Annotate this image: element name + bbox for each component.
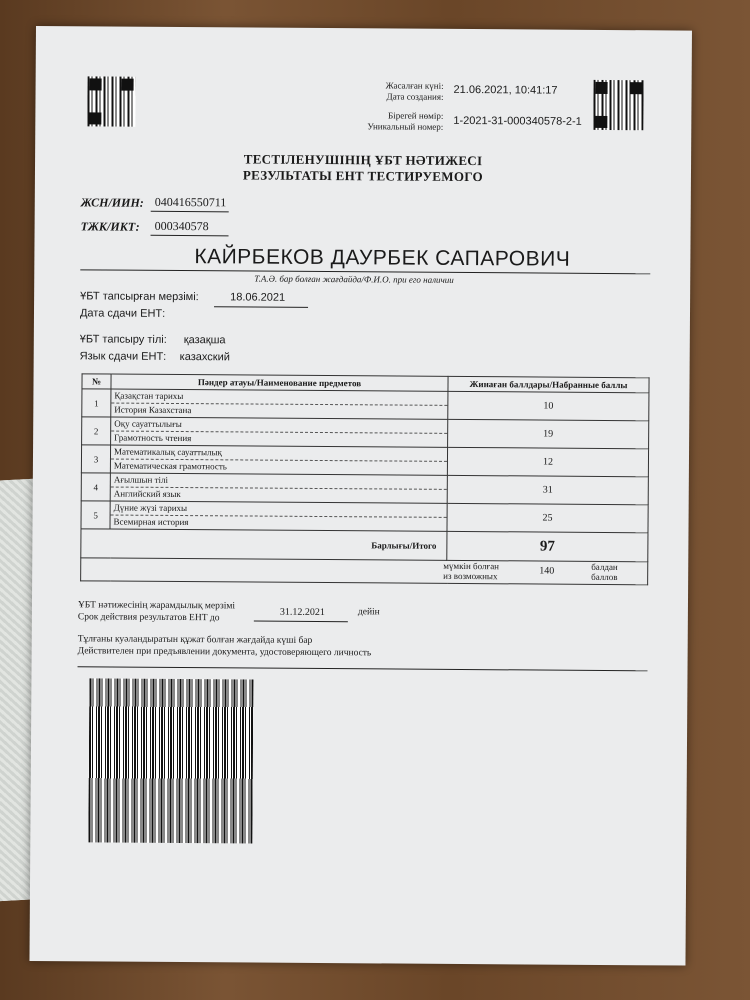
unique-number-value: 1-2021-31-000340578-2-1 [453,114,582,128]
subject-kz: Оқу сауаттылығы [111,418,447,434]
subject-ru: Всемирная история [113,516,189,528]
total-label: Барлығы/Итого [81,529,447,561]
col-header-score: Жинаған баллдары/Набранные баллы [448,376,649,392]
row-num: 1 [82,389,111,417]
validity-suffix: дейін [357,607,380,618]
subject-score: 10 [448,391,649,420]
row-num: 2 [82,417,111,445]
row-num: 4 [81,473,110,501]
iin-underline [151,211,229,213]
ent-certificate-document [29,26,692,966]
exam-lang-value-ru: казахский [179,351,230,364]
created-label-ru: Дата создания: [386,91,444,102]
subject-kz: Қазақстан тарихы [111,390,447,406]
possible-row [81,558,648,585]
unique-label-kz: Бірегей нөмір: [388,110,444,121]
col-header-subject: Пәндер атауы/Наименование предметов [111,374,448,391]
table-row [81,445,648,477]
subject-ru: Грамотность чтения [114,432,192,444]
exam-date-value: 18.06.2021 [230,291,286,304]
created-value: 21.06.2021, 10:41:17 [453,83,558,97]
subject-score: 12 [447,447,648,476]
table-row [82,389,649,421]
total-row [81,529,648,562]
full-name: КАЙРБЕКОВ ДАУРБЕК САПАРОВИЧ [194,245,571,271]
document-title [35,150,691,187]
exam-lang-value-kz: қазақша [183,334,226,347]
iin-value: 040416550711 [154,194,227,210]
possible-label-kz: мүмкін болған [443,560,500,572]
row-num: 3 [81,445,110,473]
total-value: 97 [447,531,648,561]
subject-score: 19 [448,419,649,448]
notice-ru: Действителен при предъявлении документа, удостоверяющего личность [77,646,372,659]
table-row [81,501,648,533]
row-num: 5 [81,501,110,529]
validity-label-ru: Срок действия результатов ЕНТ до [77,612,220,624]
exam-date-underline [214,306,308,308]
qr-code-right-icon [593,80,643,130]
subject-kz: Математикалық сауаттылық [111,446,447,462]
table-row [82,417,649,449]
qr-code-large-icon [88,678,253,843]
title-ru: РЕЗУЛЬТАТЫ ЕНТ ТЕСТИРУЕМОГО [242,167,483,185]
validity-label-kz: ҰБТ нәтижесінің жарамдылық мерзімі [77,600,236,612]
subject-kz: Ағылшын тілі [111,474,447,490]
col-header-num: № [82,374,111,389]
exam-lang-label-ru: Язык сдачи ЕНТ: [79,350,167,363]
possible-value: 140 [539,565,555,577]
name-caption: Т.А.Ә. бар болған жағдайда/Ф.И.О. при его наличии [254,273,454,285]
subject-ru: Английский язык [113,488,181,500]
validity-underline [254,621,348,623]
results-table [80,373,649,585]
subject-score: 25 [447,503,648,532]
subject-ru: Математическая грамотность [113,460,227,472]
ikt-label: ТЖК/ИКТ: [80,219,140,234]
qr-code-left-icon [87,76,135,126]
points-label-kz: балдан [591,561,618,573]
created-label-kz: Жасалған күні: [385,80,444,91]
exam-lang-label-kz: ҰБТ тапсыру тілі: [79,333,167,346]
footer-divider [78,666,648,671]
possible-label-ru: из возможных [443,570,498,582]
title-kz: ТЕСТІЛЕНУШІНІҢ ҰБТ НӘТИЖЕСІ [243,151,483,169]
notice-kz: Тұлғаны куәландыратын құжат болған жағдайда күші бар [77,634,313,646]
unique-label-ru: Уникальный номер: [367,121,444,132]
points-label-ru: баллов [591,571,618,583]
iin-label: ЖСН/ИИН: [80,195,144,210]
subject-score: 31 [447,475,648,504]
exam-date-label-kz: ҰБТ тапсырған мерзімі: [80,290,199,304]
ikt-underline [151,235,229,237]
subject-kz: Дүние жүзі тарихы [111,502,447,518]
ikt-value: 000340578 [154,218,209,234]
subject-ru: История Казахстана [114,404,192,416]
exam-date-label-ru: Дата сдачи ЕНТ: [79,307,166,320]
table-row [81,473,648,505]
validity-date: 31.12.2021 [279,606,325,619]
